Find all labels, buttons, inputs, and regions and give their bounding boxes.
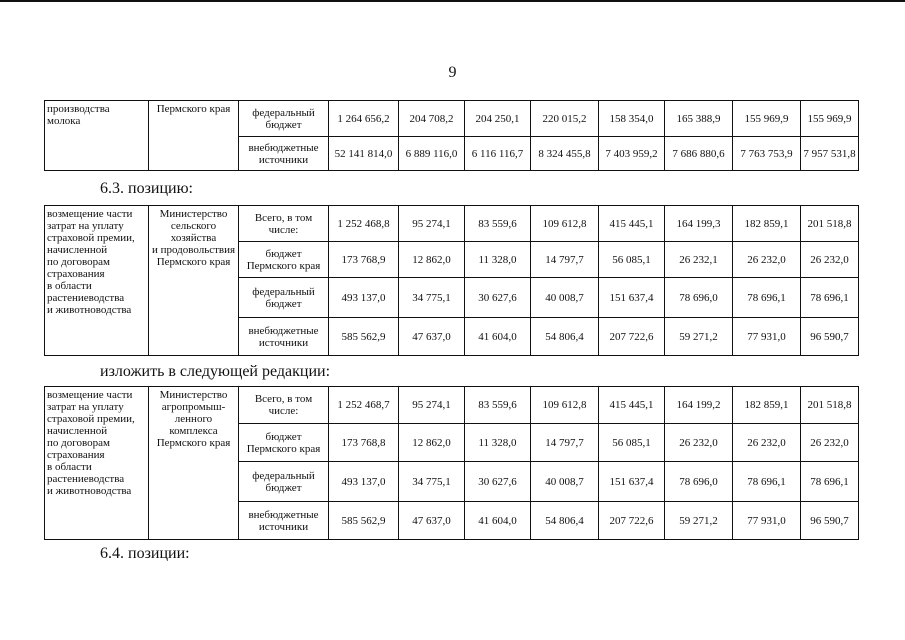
heading-new-edition: изложить в следующей редакции:: [100, 363, 331, 380]
funding-source-line: источники: [258, 520, 309, 533]
value-cell: 12 862,0: [399, 242, 465, 278]
value-cell: 26 232,0: [801, 424, 859, 462]
value-cell: 109 612,8: [531, 387, 599, 424]
value-cell: 77 931,0: [733, 318, 801, 356]
measure-name-line: по договорам: [47, 437, 110, 449]
executor-line: агропромыш-: [161, 401, 226, 413]
funding-source-cell: [239, 278, 329, 318]
value-cell: 26 232,0: [801, 242, 859, 278]
value-cell: 95 274,1: [399, 206, 465, 242]
funding-source-cell: [239, 424, 329, 462]
value-cell: 1 252 468,8: [329, 206, 399, 242]
value-cell: 26 232,0: [733, 242, 801, 278]
page-number: 9: [448, 64, 457, 81]
funding-source-line: бюджет: [265, 297, 302, 310]
funding-source-line: Пермского края: [246, 259, 321, 272]
value-cell: 493 137,0: [329, 462, 399, 502]
value-cell: 14 797,7: [531, 242, 599, 278]
executor-line: Пермского края: [156, 103, 231, 115]
funding-source-line: федеральный: [252, 469, 315, 482]
value-cell: 78 696,1: [733, 462, 801, 502]
executor-line: хозяйства: [170, 232, 217, 244]
value-cell: 8 324 455,8: [531, 137, 599, 171]
measure-name-cell: [45, 206, 149, 356]
value-cell: 78 696,0: [665, 462, 733, 502]
value-cell: 182 859,1: [733, 206, 801, 242]
value-cell: 7 686 880,6: [665, 137, 733, 171]
funding-source-line: бюджет: [265, 481, 302, 494]
measure-name-line: начисленной: [47, 244, 108, 256]
table-milk-production: [44, 100, 859, 171]
value-cell: 7 957 531,8: [801, 137, 859, 171]
value-cell: 77 931,0: [733, 502, 801, 540]
value-cell: 96 590,7: [801, 502, 859, 540]
value-cell: 151 637,4: [599, 462, 665, 502]
measure-name-line: растениеводства: [47, 473, 125, 485]
funding-source-cell: [239, 318, 329, 356]
value-cell: 204 250,1: [465, 101, 531, 137]
value-cell: 40 008,7: [531, 278, 599, 318]
value-cell: 30 627,6: [465, 462, 531, 502]
funding-source-line: числе:: [268, 405, 299, 417]
value-cell: 54 806,4: [531, 318, 599, 356]
value-cell: 151 637,4: [599, 278, 665, 318]
executor-line: комплекса: [169, 425, 218, 437]
table-row: [45, 101, 859, 137]
funding-source-line: федеральный: [252, 285, 315, 298]
funding-source-line: Всего, в том: [254, 211, 313, 224]
value-cell: 56 085,1: [599, 424, 665, 462]
value-cell: 59 271,2: [665, 318, 733, 356]
value-cell: 11 328,0: [465, 424, 531, 462]
measure-name-line: по договорам: [47, 256, 110, 268]
funding-source-line: бюджет: [265, 430, 302, 443]
executor-line: Пермского края: [156, 437, 231, 449]
funding-source-line: бюджет: [265, 247, 302, 260]
value-cell: 34 775,1: [399, 278, 465, 318]
value-cell: 201 518,8: [801, 206, 859, 242]
value-cell: 155 969,9: [801, 101, 859, 137]
value-cell: 11 328,0: [465, 242, 531, 278]
executor-line: и продовольствия: [151, 244, 236, 256]
value-cell: 207 722,6: [599, 318, 665, 356]
value-cell: 155 969,9: [733, 101, 801, 137]
funding-source-cell: [239, 387, 329, 424]
value-cell: 6 116 116,7: [465, 137, 531, 171]
value-cell: 78 696,1: [733, 278, 801, 318]
value-cell: 493 137,0: [329, 278, 399, 318]
value-cell: 83 559,6: [465, 387, 531, 424]
table-insurance-old: [44, 205, 859, 356]
executor-line: Министерство: [159, 389, 228, 401]
value-cell: 83 559,6: [465, 206, 531, 242]
measure-name-line: производства: [47, 103, 110, 115]
executor-line: сельского: [170, 220, 217, 232]
value-cell: 1 252 468,7: [329, 387, 399, 424]
value-cell: 415 445,1: [599, 387, 665, 424]
value-cell: 182 859,1: [733, 387, 801, 424]
funding-source-line: внебюджетные: [248, 508, 319, 521]
heading-6-4: 6.4. позиции:: [100, 545, 190, 562]
funding-source-line: Пермского края: [246, 442, 321, 455]
funding-source-line: бюджет: [265, 118, 302, 131]
measure-name-line: молока: [47, 115, 81, 127]
value-cell: 52 141 814,0: [329, 137, 399, 171]
value-cell: 54 806,4: [531, 502, 599, 540]
executor-cell: [149, 206, 239, 356]
value-cell: 204 708,2: [399, 101, 465, 137]
value-cell: 41 604,0: [465, 502, 531, 540]
value-cell: 173 768,9: [329, 242, 399, 278]
measure-name-line: начисленной: [47, 425, 108, 437]
value-cell: 165 388,9: [665, 101, 733, 137]
measure-name-line: затрат на уплату: [47, 401, 124, 413]
value-cell: 40 008,7: [531, 462, 599, 502]
funding-source-line: числе:: [268, 223, 299, 236]
executor-cell: [149, 387, 239, 540]
executor-line: ленного: [174, 413, 213, 425]
measure-name-line: страховой премии,: [47, 232, 135, 244]
value-cell: 47 637,0: [399, 502, 465, 540]
value-cell: 30 627,6: [465, 278, 531, 318]
measure-name-line: возмещение части: [47, 208, 133, 220]
measure-name-cell: [45, 101, 149, 171]
funding-source-cell: [239, 101, 329, 137]
value-cell: 26 232,0: [665, 424, 733, 462]
value-cell: 47 637,0: [399, 318, 465, 356]
funding-source-line: источники: [258, 336, 309, 349]
value-cell: 164 199,2: [665, 387, 733, 424]
table-row: [45, 206, 859, 242]
funding-source-line: федеральный: [252, 106, 315, 119]
measure-name-line: в области: [47, 461, 92, 473]
value-cell: 109 612,8: [531, 206, 599, 242]
value-cell: 164 199,3: [665, 206, 733, 242]
measure-name-cell: [45, 387, 149, 540]
value-cell: 95 274,1: [399, 387, 465, 424]
value-cell: 158 354,0: [599, 101, 665, 137]
value-cell: 173 768,8: [329, 424, 399, 462]
measure-name-line: и животноводства: [47, 304, 132, 316]
value-cell: 207 722,6: [599, 502, 665, 540]
value-cell: 96 590,7: [801, 318, 859, 356]
value-cell: 26 232,0: [733, 424, 801, 462]
value-cell: 41 604,0: [465, 318, 531, 356]
funding-source-cell: [239, 137, 329, 171]
value-cell: 7 403 959,2: [599, 137, 665, 171]
measure-name-line: страхования: [47, 449, 105, 461]
funding-source-line: внебюджетные: [248, 141, 319, 154]
funding-source-cell: [239, 206, 329, 242]
funding-source-cell: [239, 502, 329, 540]
measure-name-line: затрат на уплату: [47, 220, 124, 232]
value-cell: 585 562,9: [329, 502, 399, 540]
value-cell: 585 562,9: [329, 318, 399, 356]
value-cell: 59 271,2: [665, 502, 733, 540]
value-cell: 415 445,1: [599, 206, 665, 242]
funding-source-cell: [239, 242, 329, 278]
measure-name-line: страхования: [47, 268, 105, 280]
value-cell: 78 696,1: [801, 462, 859, 502]
executor-cell: [149, 101, 239, 171]
executor-line: Министерство: [159, 208, 228, 220]
value-cell: 56 085,1: [599, 242, 665, 278]
measure-name-line: в области: [47, 280, 92, 292]
measure-name-line: и животноводства: [47, 485, 132, 497]
measure-name-line: растениеводства: [47, 292, 125, 304]
top-border-line: [0, 0, 905, 2]
value-cell: 26 232,1: [665, 242, 733, 278]
value-cell: 6 889 116,0: [399, 137, 465, 171]
funding-source-cell: [239, 462, 329, 502]
value-cell: 14 797,7: [531, 424, 599, 462]
funding-source-line: источники: [258, 153, 309, 166]
measure-name-line: страховой премии,: [47, 413, 135, 425]
funding-source-line: внебюджетные: [248, 324, 319, 337]
funding-source-line: Всего, в том: [254, 393, 313, 405]
executor-line: Пермского края: [156, 256, 231, 268]
value-cell: 12 862,0: [399, 424, 465, 462]
table-row: [45, 387, 859, 424]
value-cell: 78 696,0: [665, 278, 733, 318]
value-cell: 201 518,8: [801, 387, 859, 424]
value-cell: 34 775,1: [399, 462, 465, 502]
measure-name-line: возмещение части: [47, 389, 133, 401]
heading-6-3: 6.3. позицию:: [100, 180, 193, 197]
value-cell: 220 015,2: [531, 101, 599, 137]
table-insurance-new: [44, 386, 859, 540]
value-cell: 1 264 656,2: [329, 101, 399, 137]
value-cell: 78 696,1: [801, 278, 859, 318]
value-cell: 7 763 753,9: [733, 137, 801, 171]
